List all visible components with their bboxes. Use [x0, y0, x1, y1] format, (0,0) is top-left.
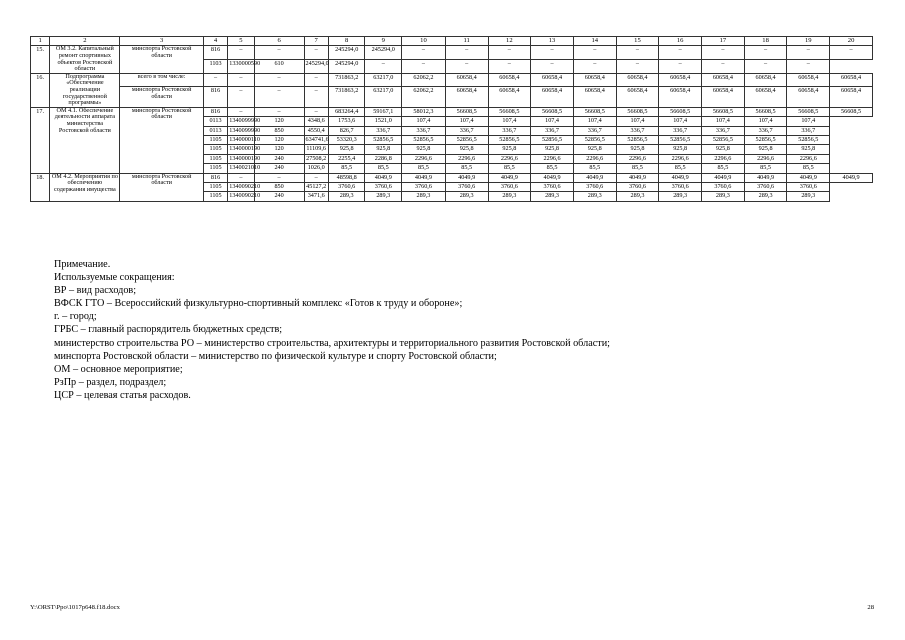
value-cell: –: [254, 173, 304, 182]
abbreviation-line: РзПр – раздел, подраздел;: [54, 376, 167, 388]
value-cell: 2296,6: [402, 154, 446, 163]
value-cell: –: [488, 46, 531, 60]
value-cell: 634741,6: [305, 135, 329, 143]
value-cell: 3760,6: [328, 183, 365, 192]
value-cell: 48598,8: [328, 173, 365, 182]
value-cell: 816: [203, 46, 227, 60]
value-cell: 336,7: [365, 126, 402, 135]
grbs-name: минспорта Ростовской области: [120, 87, 203, 107]
abbreviation-line: ГРБС – главный распорядитель бюджетных средств;: [54, 324, 283, 336]
value-cell: 1340000110: [229, 135, 260, 143]
value-cell: 1026,0: [304, 164, 328, 173]
value-cell: –: [445, 46, 488, 60]
value-cell: 336,7: [402, 126, 446, 135]
value-cell: –: [254, 107, 304, 116]
value-cell: 4049,9: [531, 173, 574, 182]
value-cell: 245294,0: [365, 46, 402, 60]
value-cell: –: [254, 46, 304, 60]
value-cell: 2255,4: [328, 154, 365, 163]
value-cell: 925,8: [531, 145, 574, 154]
table-row: [31, 73, 873, 87]
value-cell: 3760,6: [702, 183, 745, 192]
value-cell: –: [365, 60, 402, 74]
value-cell: 2296,6: [488, 154, 531, 163]
value-cell: 107,4: [702, 117, 745, 126]
value-cell: 4049,9: [702, 173, 745, 182]
value-cell: 60658,4: [744, 73, 787, 87]
value-cell: 925,8: [488, 145, 531, 154]
value-cell: 60658,4: [488, 87, 531, 107]
abbreviation-line: ВФСК ГТО – Всероссийский физкультурно-спортивный комплекс «Готов к труду и обороне»;: [54, 298, 463, 310]
value-cell: 45127,2: [304, 183, 328, 192]
value-cell: –: [702, 46, 745, 60]
page-number: 28: [867, 604, 874, 611]
measure-name: ОМ 4.2. Мероприятия по обеспечению содержания имущества: [50, 173, 120, 201]
value-cell: 53320,3: [328, 135, 365, 144]
value-cell: 60658,4: [445, 73, 488, 87]
value-cell: 925,8: [616, 145, 659, 154]
value-cell: 107,4: [402, 117, 446, 126]
notes-section: [54, 258, 610, 402]
value-cell: 4550,4: [304, 126, 328, 135]
value-cell: 52856,5: [365, 135, 402, 144]
abbreviation-line: ОМ – основное мероприятие;: [54, 363, 183, 375]
value-cell: 4049,9: [616, 173, 659, 182]
value-cell: 3760,6: [659, 183, 702, 192]
value-cell: –: [304, 87, 328, 107]
value-cell: 107,4: [488, 117, 531, 126]
value-cell: 240: [254, 154, 304, 163]
value-cell: 245294,0: [328, 60, 365, 74]
value-cell: 1753,6: [328, 117, 365, 126]
value-cell: 1105: [203, 145, 227, 154]
column-number: 13: [531, 37, 574, 46]
value-cell: 336,7: [445, 126, 488, 135]
value-cell: 925,8: [744, 145, 787, 154]
value-cell: –: [304, 107, 328, 116]
value-cell: 59167,1: [365, 107, 402, 116]
value-cell: 4348,6: [304, 117, 328, 126]
column-number: 15: [616, 37, 659, 46]
value-cell: 240: [254, 164, 304, 173]
abbreviation-line: ЦСР – целевая статья расходов.: [54, 389, 191, 401]
value-cell: 1105: [203, 164, 227, 173]
column-number: 1: [31, 37, 50, 46]
value-cell: 4049,9: [402, 173, 446, 182]
value-cell: 107,4: [659, 117, 702, 126]
column-number: 7: [304, 37, 328, 46]
value-cell: 56608,5: [488, 107, 531, 116]
value-cell: 60658,4: [702, 87, 745, 107]
value-cell: 107,4: [531, 117, 574, 126]
column-number: 18: [744, 37, 787, 46]
value-cell: 56608,5: [744, 107, 787, 116]
value-cell: 3760,6: [445, 183, 488, 192]
value-cell: 610: [254, 60, 304, 74]
value-cell: 2296,6: [787, 154, 830, 163]
value-cell: 289,3: [702, 192, 745, 201]
value-cell: 11109,6: [304, 145, 328, 154]
value-cell: 63217,0: [365, 87, 402, 107]
value-cell: –: [787, 60, 830, 74]
value-cell: –: [787, 46, 830, 60]
value-cell: 85,5: [402, 164, 446, 173]
value-cell: 85,5: [659, 164, 702, 173]
table-row: [31, 107, 873, 116]
value-cell: 85,5: [328, 164, 365, 173]
value-cell: 1340000190: [229, 154, 261, 162]
value-cell: 2296,6: [531, 154, 574, 163]
value-cell: 336,7: [659, 126, 702, 135]
value-cell: –: [228, 46, 254, 60]
value-cell: 1340099990: [229, 126, 261, 134]
value-cell: 120: [254, 135, 304, 144]
value-cell: 56608,5: [616, 107, 659, 116]
value-cell: 0113: [203, 117, 227, 126]
value-cell: –: [203, 73, 227, 87]
value-cell: 60658,4: [830, 73, 873, 87]
value-cell: 289,3: [787, 192, 830, 201]
budget-table: [30, 36, 873, 202]
value-cell: 816: [203, 87, 227, 107]
value-cell: 731863,2: [328, 73, 365, 87]
value-cell: 1340090210: [229, 183, 261, 190]
value-cell: –: [228, 87, 254, 107]
value-cell: 52856,5: [531, 135, 574, 144]
measure-name: ОМ 4.1. Обеспечение деятельности аппарата министерства Ростовской области: [50, 107, 120, 173]
value-cell: 925,8: [328, 145, 365, 154]
value-cell: 925,8: [702, 145, 745, 154]
value-cell: 2296,6: [573, 154, 616, 163]
value-cell: 3760,6: [787, 183, 830, 192]
value-cell: 2296,6: [659, 154, 702, 163]
value-cell: 60658,4: [702, 73, 745, 87]
value-cell: 2296,6: [744, 154, 787, 163]
column-number: 20: [830, 37, 873, 46]
value-cell: 336,7: [531, 126, 574, 135]
value-cell: –: [659, 60, 702, 74]
value-cell: 2296,6: [702, 154, 745, 163]
value-cell: 62062,2: [402, 73, 446, 87]
value-cell: 85,5: [573, 164, 616, 173]
value-cell: 107,4: [445, 117, 488, 126]
value-cell: –: [228, 173, 254, 182]
value-cell: 850: [254, 126, 304, 135]
value-cell: 289,3: [744, 192, 787, 201]
value-cell: 925,8: [365, 145, 402, 154]
value-cell: 52856,5: [573, 135, 616, 144]
notes-heading: Примечание.: [54, 259, 111, 270]
value-cell: 1330000590: [228, 60, 254, 74]
value-cell: 3760,6: [616, 183, 659, 192]
value-cell: 240: [254, 192, 304, 201]
value-cell: 0113: [203, 126, 227, 135]
value-cell: 925,8: [573, 145, 616, 154]
value-cell: –: [531, 46, 574, 60]
value-cell: 52856,5: [744, 135, 787, 144]
value-cell: 85,5: [702, 164, 745, 173]
value-cell: 3760,6: [573, 183, 616, 192]
value-cell: 289,3: [573, 192, 616, 201]
value-cell: 60658,4: [616, 87, 659, 107]
row-number: 15.: [31, 46, 50, 73]
value-cell: –: [304, 173, 328, 182]
value-cell: 60658,4: [531, 87, 574, 107]
value-cell: –: [830, 46, 873, 60]
value-cell: 107,4: [573, 117, 616, 126]
measure-name: Подпрограмма «Обеспечение реализации государственной программы»: [50, 73, 120, 107]
column-number: 10: [402, 37, 446, 46]
value-cell: –: [616, 60, 659, 74]
value-cell: 925,8: [787, 145, 830, 154]
value-cell: 52856,5: [402, 135, 446, 144]
value-cell: 925,8: [445, 145, 488, 154]
value-cell: 2286,8: [365, 154, 402, 163]
value-cell: 336,7: [702, 126, 745, 135]
value-cell: 60658,4: [787, 73, 830, 87]
value-cell: 1340000190: [229, 145, 261, 153]
column-number: 4: [203, 37, 227, 46]
value-cell: 120: [254, 117, 304, 126]
table-row: [31, 87, 873, 107]
value-cell: 336,7: [616, 126, 659, 135]
value-cell: –: [402, 46, 446, 60]
value-cell: 58012,3: [402, 107, 446, 116]
column-number: 16: [659, 37, 702, 46]
column-number: 5: [228, 37, 254, 46]
table-row: [31, 46, 873, 60]
value-cell: 60658,4: [573, 73, 616, 87]
column-number: 14: [573, 37, 616, 46]
column-number: 11: [445, 37, 488, 46]
value-cell: 85,5: [616, 164, 659, 173]
value-cell: 816: [203, 173, 227, 182]
grbs-name: всего в том числе:: [120, 73, 203, 87]
value-cell: 52856,5: [616, 135, 659, 144]
value-cell: 816: [203, 107, 227, 116]
column-number: 19: [787, 37, 830, 46]
value-cell: 289,3: [445, 192, 488, 201]
value-cell: 289,3: [488, 192, 531, 201]
value-cell: 925,8: [402, 145, 446, 154]
value-cell: 56608,5: [531, 107, 574, 116]
value-cell: 925,8: [659, 145, 702, 154]
value-cell: 850: [254, 183, 304, 192]
value-cell: –: [573, 46, 616, 60]
abbreviation-line: минспорта Ростовской области – министерство по физической культуре и спорту Ростовской области;: [54, 350, 497, 362]
measure-name: ОМ 3.2. Капитальный ремонт спортивных объектов Ростовской области: [50, 46, 120, 73]
value-cell: 4049,9: [659, 173, 702, 182]
value-cell: 3471,6: [304, 192, 328, 201]
value-cell: 56608,5: [573, 107, 616, 116]
value-cell: 2296,6: [616, 154, 659, 163]
value-cell: 3760,6: [531, 183, 574, 192]
value-cell: –: [531, 60, 574, 74]
value-cell: 4049,9: [573, 173, 616, 182]
value-cell: 4049,9: [445, 173, 488, 182]
value-cell: 52856,5: [702, 135, 745, 144]
value-cell: 1105: [203, 154, 227, 163]
value-cell: 56608,5: [830, 107, 873, 116]
value-cell: 289,3: [328, 192, 365, 201]
value-cell: 52856,5: [787, 135, 830, 144]
grbs-name: минспорта Ростовской области: [120, 173, 203, 201]
value-cell: 85,5: [531, 164, 574, 173]
value-cell: 85,5: [365, 164, 402, 173]
value-cell: 60658,4: [488, 73, 531, 87]
value-cell: 56608,5: [787, 107, 830, 116]
value-cell: –: [445, 60, 488, 74]
abbreviation-line: г. – город;: [54, 311, 97, 323]
value-cell: 289,3: [616, 192, 659, 201]
value-cell: 289,3: [365, 192, 402, 201]
column-number: 9: [365, 37, 402, 46]
value-cell: 336,7: [744, 126, 787, 135]
value-cell: 52856,5: [488, 135, 531, 144]
value-cell: 289,3: [659, 192, 702, 201]
value-cell: 85,5: [488, 164, 531, 173]
value-cell: 120: [254, 145, 304, 154]
value-cell: –: [488, 60, 531, 74]
grbs-name: минспорта Ростовской области: [120, 46, 203, 73]
value-cell: 60658,4: [531, 73, 574, 87]
value-cell: 289,3: [402, 192, 446, 201]
value-cell: 683264,4: [328, 107, 365, 116]
value-cell: –: [702, 60, 745, 74]
value-cell: –: [402, 60, 446, 74]
value-cell: 1105: [203, 183, 227, 192]
value-cell: –: [254, 73, 304, 87]
value-cell: 245294,0: [304, 60, 328, 74]
row-number: 17.: [31, 107, 50, 173]
value-cell: 336,7: [488, 126, 531, 135]
value-cell: 60658,4: [659, 87, 702, 107]
row-number: 16.: [31, 73, 50, 107]
value-cell: 107,4: [616, 117, 659, 126]
value-cell: 60658,4: [744, 87, 787, 107]
value-cell: –: [304, 46, 328, 60]
value-cell: 56608,5: [445, 107, 488, 116]
value-cell: 60658,4: [445, 87, 488, 107]
value-cell: 1340021010: [229, 164, 261, 172]
column-number: 6: [254, 37, 304, 46]
value-cell: 1105: [203, 192, 227, 201]
value-cell: 27508,2: [304, 154, 328, 163]
value-cell: 4049,9: [365, 173, 402, 182]
value-cell: –: [744, 60, 787, 74]
value-cell: 1340090210: [229, 192, 261, 200]
value-cell: 336,7: [787, 126, 830, 135]
value-cell: –: [659, 46, 702, 60]
abbreviation-line: Используемые сокращения:: [54, 272, 175, 284]
column-number: 2: [50, 37, 120, 46]
value-cell: 1340099990: [229, 117, 261, 125]
value-cell: 1105: [203, 135, 227, 144]
value-cell: –: [228, 107, 254, 116]
value-cell: 56608,5: [659, 107, 702, 116]
value-cell: 60658,4: [659, 73, 702, 87]
value-cell: 60658,4: [787, 87, 830, 107]
footer-file-path: Y:\ORST\Ppo\1017p648.f18.docx: [30, 604, 120, 611]
column-number: 8: [328, 37, 365, 46]
value-cell: 107,4: [787, 117, 830, 126]
value-cell: 4049,9: [787, 173, 830, 182]
value-cell: 60658,4: [616, 73, 659, 87]
column-number: 12: [488, 37, 531, 46]
column-number: 3: [120, 37, 203, 46]
value-cell: 3760,6: [365, 183, 402, 192]
table-row: [31, 173, 873, 182]
value-cell: 60658,4: [830, 87, 873, 107]
value-cell: 56608,5: [702, 107, 745, 116]
row-number: 18.: [31, 173, 50, 201]
value-cell: 336,7: [573, 126, 616, 135]
value-cell: 4049,9: [830, 173, 873, 182]
value-cell: 107,4: [744, 117, 787, 126]
value-cell: 52856,5: [659, 135, 702, 144]
value-cell: 85,5: [445, 164, 488, 173]
value-cell: 731863,2: [328, 87, 365, 107]
value-cell: 1521,0: [365, 117, 402, 126]
value-cell: –: [573, 60, 616, 74]
value-cell: –: [304, 73, 328, 87]
value-cell: 4049,9: [744, 173, 787, 182]
value-cell: 3760,6: [744, 183, 787, 192]
value-cell: 1103: [203, 60, 227, 74]
value-cell: 2296,6: [445, 154, 488, 163]
column-number: 17: [702, 37, 745, 46]
value-cell: –: [744, 46, 787, 60]
value-cell: 289,3: [531, 192, 574, 201]
value-cell: 63217,0: [365, 73, 402, 87]
value-cell: –: [228, 73, 254, 87]
value-cell: 52856,5: [445, 135, 488, 144]
value-cell: 62062,2: [402, 87, 446, 107]
value-cell: 85,5: [744, 164, 787, 173]
value-cell: 60658,4: [573, 87, 616, 107]
abbreviation-line: ВР – вид расходов;: [54, 285, 137, 297]
value-cell: 4049,9: [488, 173, 531, 182]
value-cell: 3760,6: [488, 183, 531, 192]
value-cell: 3760,6: [402, 183, 446, 192]
value-cell: 826,7: [328, 126, 365, 135]
value-cell: 85,5: [787, 164, 830, 173]
abbreviation-line: министерство строительства РО – министерство строительства, архитектуры и территориального развития Ростовской области;: [54, 337, 610, 349]
value-cell: 245294,0: [328, 46, 365, 60]
grbs-name: минспорта Ростовской области: [120, 107, 203, 173]
value-cell: –: [254, 87, 304, 107]
value-cell: –: [616, 46, 659, 60]
